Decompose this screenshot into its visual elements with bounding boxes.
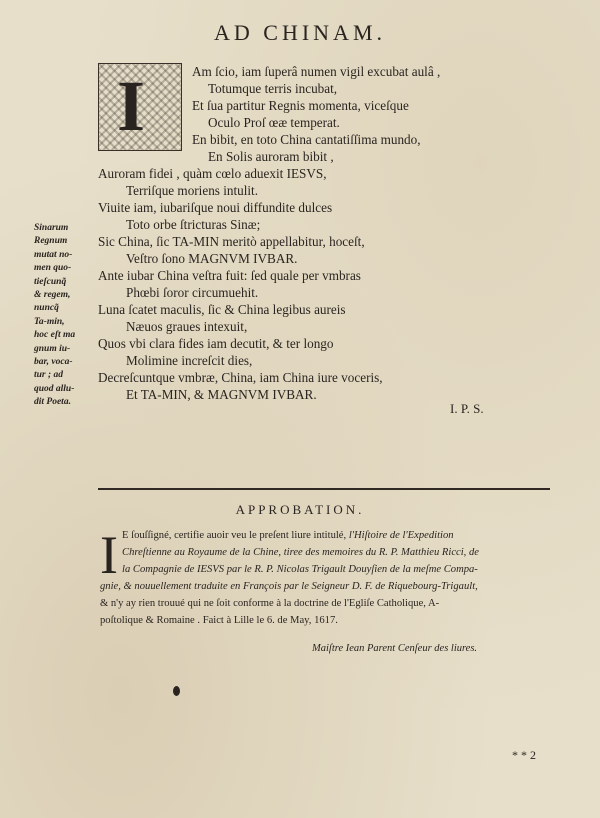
- running-head: AD CHINAM.: [214, 20, 386, 45]
- approbation-run: poſtolique & Romaine . Faict à Lille le 6. de May, 1617.: [100, 615, 338, 626]
- signature-mark: * * 2: [512, 748, 536, 762]
- approbation-line: [100, 613, 338, 630]
- approbation-run: l'Hiſtoire de l'Expedition: [348, 530, 454, 541]
- poem-line: Phœbi ſoror circumuehit.: [126, 285, 259, 300]
- poem-line: Molimine increſcit dies,: [126, 353, 253, 368]
- margin-note-line: dit Poeta.: [34, 397, 71, 408]
- poem-line: Ante iubar China veſtra fuit: ſed quale per vmbras: [98, 268, 361, 283]
- poem-line: En Solis auroram bibit ,: [208, 149, 334, 164]
- poem-line: Auroram fidei , quàm cœlo aduexit IESVS,: [98, 166, 327, 181]
- approbation-run: gnie, & nouuellement traduite en François par le Seigneur D. F. de Riquebourg-Trigault,: [100, 581, 478, 592]
- approbation-run: la Compagnie de IESVS par le R. P. Nicolas Trigault Douyſien de la meſme Compa-: [122, 564, 478, 575]
- poem-line: Et ſua partitur Regnis momenta, viceſque: [192, 98, 409, 113]
- approbation-line: [100, 596, 439, 613]
- poem-line: Viuite iam, iubariſque noui diffundite dulces: [98, 200, 333, 215]
- margin-note-line: nuncq̃: [34, 303, 59, 314]
- poem-line: Decreſcuntque vmbræ, China, iam China iure voceris,: [98, 370, 383, 385]
- margin-note-line: Ta-min,: [34, 316, 65, 327]
- dropcap-letter: I: [117, 66, 146, 146]
- margin-note-line: Sinarum: [34, 223, 69, 233]
- approbation-line: [122, 545, 479, 562]
- margin-note-line: bar, voca-: [34, 357, 73, 368]
- margin-note-line: mutat no-: [34, 249, 73, 260]
- margin-note: [34, 222, 94, 410]
- section-divider: [98, 488, 550, 490]
- poem-line: Næuos graues intexuit,: [126, 319, 248, 334]
- poem-line: Oculo Proſ œæ temperat.: [208, 115, 340, 130]
- poem-line: Terriſque moriens intulit.: [126, 183, 259, 198]
- poem-line: Quos vbi clara fides iam decutit, & ter longo: [98, 336, 334, 351]
- margin-note-line: & regem,: [34, 290, 71, 301]
- margin-note-line: tieſcunq̃: [34, 276, 67, 287]
- approbation-run: & n'y ay rien trouué qui ne ſoit conforme à la doctrine de l'Egliſe Catholique, A-: [100, 598, 440, 609]
- approbation-run: E ſouſſigné, certifie auoir veu le preſent liure intitulé,: [122, 530, 349, 541]
- poem-line: Am ſcio, iam ſuperâ numen vigil excubat aulâ ,: [192, 64, 441, 79]
- approbation-dropcap: I: [100, 525, 118, 585]
- margin-note-line: hoc eſt ma: [34, 330, 76, 341]
- poem-line: Totumque terris incubat,: [208, 81, 338, 96]
- approbation-line: [122, 528, 454, 545]
- approbation-line: [122, 562, 478, 579]
- approbation-run: Chreſtienne au Royaume de la Chine, tiree des memoires du R. P. Matthieu Ricci, de: [122, 547, 479, 558]
- margin-note-line: Regnum: [34, 236, 68, 247]
- ink-blot: [173, 686, 180, 696]
- poem-line: Sic China, ſic TA-MIN meritò appellabitur, hoceſt,: [98, 234, 365, 249]
- approbation-signer: Maiſtre Iean Parent Cenſeur des liures.: [312, 643, 478, 654]
- poem-signature: I. P. S.: [450, 401, 484, 416]
- margin-note-line: quod allu-: [34, 383, 75, 394]
- approbation-line: [100, 579, 478, 596]
- poem-line: Et TA-MIN, & MAGNVM IVBAR.: [126, 387, 317, 402]
- margin-note-line: gnum iu-: [34, 343, 71, 354]
- poem-line: En bibit, en toto China cantatiſſima mundo,: [192, 132, 421, 147]
- poem-line: Veſtro ſono MAGNVM IVBAR.: [126, 251, 298, 266]
- margin-note-line: men quo-: [34, 263, 72, 274]
- margin-note-line: tur ; ad: [34, 370, 64, 381]
- poem-line: Luna ſcatet maculis, ſic & China legibus aureis: [98, 302, 346, 317]
- poem-line: Toto orbe ſtricturas Sinæ;: [126, 217, 261, 232]
- approbation-title: APPROBATION.: [235, 502, 365, 517]
- ornamental-dropcap: [98, 63, 182, 151]
